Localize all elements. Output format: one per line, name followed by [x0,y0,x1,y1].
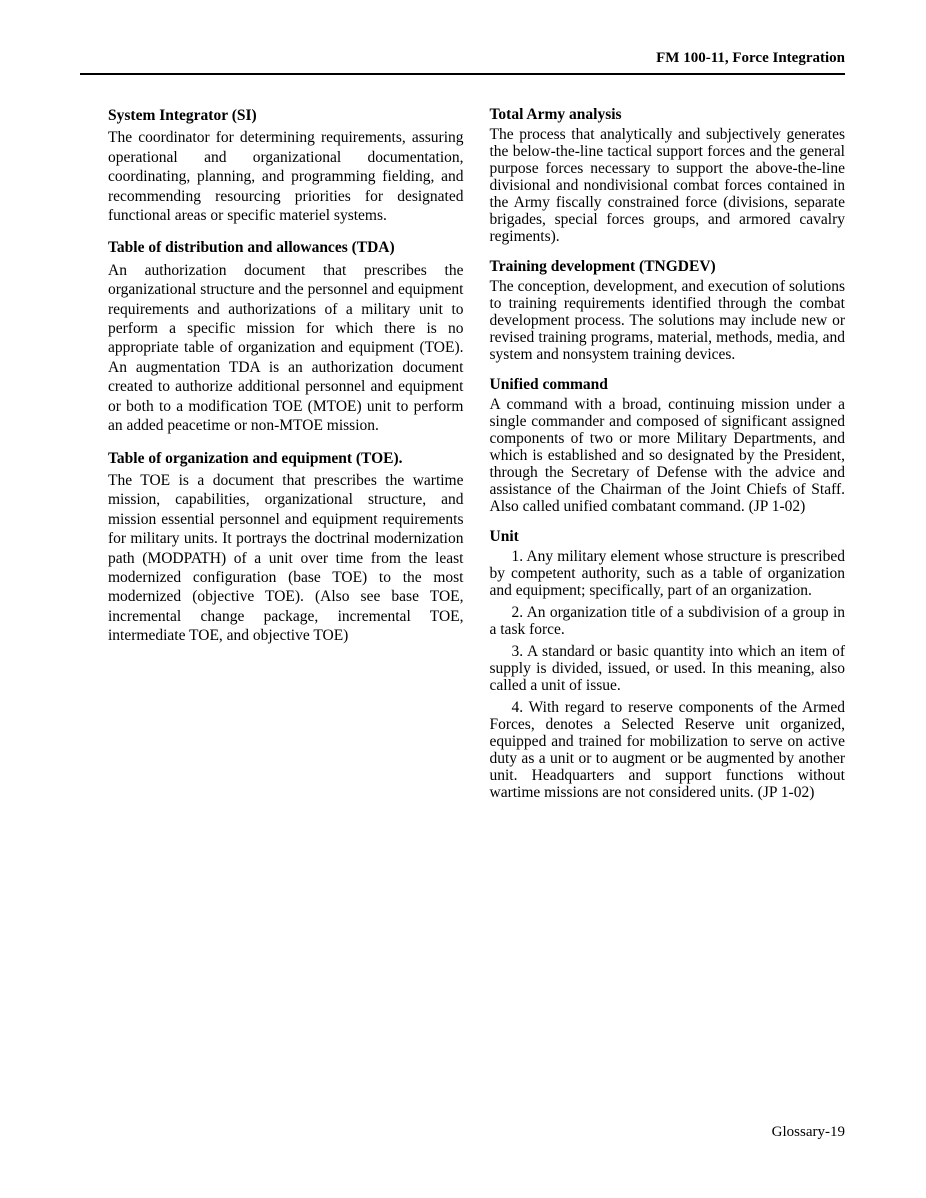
glossary-definition [108,471,464,646]
glossary-definition [108,261,464,436]
glossary-entry [490,376,846,515]
definition-paragraph: 3. A standard or basic quantity into which an item of supply is divided, issued, or used. In this meaning, also called a unit of issue. [489,643,845,694]
definition-paragraph: The conception, development, and execution of solutions to training requirements identified through the combat development process. The solutions may include new or revised training programs, material, methods, media, and system and nonsystem training devices. [489,278,845,363]
glossary-term: Table of distribution and allowances (TDA) [108,239,395,257]
definition-paragraph: The process that analytically and subjectively generates the below-the-line tactical support forces and the general purpose forces necessary to support the above-the-line divisional and nondivisional combat forces contained in the Army fiscally constrained force (divisions, separate brigades, special forces groups, and armored cavalry regiments). [489,126,845,245]
glossary-term: Unified command [489,376,608,393]
glossary-term: System Integrator (SI) [108,107,257,124]
glossary-definition [490,548,846,801]
glossary-definition [490,278,846,363]
glossary-term: Total Army analysis [489,106,622,123]
definition-paragraph: 4. With regard to reserve components of the Armed Forces, denotes a Selected Reserve unit organized, equipped and trained for mobilization to serve on active duty as a unit or to augment or be augmented by another unit. Headquarters and support functions without wartime missions are not considered units. (JP 1-02) [489,699,845,801]
glossary-entry [108,238,464,435]
definition-paragraph: 1. Any military element whose structure is prescribed by competent authority, such as a table of organization and equipment; specifically, part of an organization. [489,548,845,599]
definition-paragraph: The TOE is a document that prescribes the wartime mission, capabilities, organizational structure, and mission essential personnel and equipment requirements for military units. It portrays the doctrinal modernization path (MODPATH) of a unit over time from the least modernized configuration (base TOE) to the most modernized (objective TOE). (Also see base TOE, incremental change package, incremental TOE, intermediate TOE, and objective TOE) [108,471,464,645]
definition-paragraph: 2. An organization title of a subdivision of a group in a task force. [489,604,845,638]
page-number: Glossary-19 [771,1124,845,1140]
glossary-entry [490,106,846,245]
header-title: FM 100-11, Force Integration [656,50,845,66]
glossary-definition [490,126,846,245]
definition-paragraph: A command with a broad, continuing mission under a single commander and composed of significant assigned components of two or more Military Departments, and which is established and so designated by the President, through the Secretary of Defense with the advice and assistance of the Chairman of the Joint Chiefs of Staff. Also called unified combatant command. (JP 1-02) [489,396,845,515]
glossary-term: Table of organization and equipment (TOE). [108,449,403,467]
definition-paragraph: An authorization document that prescribes the organizational structure and the personnel and equipment requirements and authorizations of a military unit to perform a specific mission for which there is no appropriate table of organization and equipment (TOE). An augmentation TDA is an authorization document created to authorize additional personnel and equipment or both to a modification TOE (MTOE) unit to perform an added peacetime or non-MTOE mission. [108,261,464,435]
glossary-entry [490,528,846,801]
page-footer [772,1124,845,1141]
right-column [490,106,846,814]
glossary-definition [490,396,846,515]
definition-paragraph: The coordinator for determining requirements, assuring operational and organizational documentation, coordinating, planning, and programming fielding, and recommending resourcing priorities for designated functional areas or specific materiel systems. [108,129,464,225]
glossary-entry [108,106,464,225]
glossary-columns [108,106,845,814]
glossary-term: Unit [489,528,519,545]
glossary-entry [108,449,464,646]
glossary-definition [108,128,464,225]
glossary-term: Training development (TNGDEV) [489,258,716,275]
page-header [80,50,845,75]
left-column [108,106,464,814]
glossary-entry [490,258,846,363]
